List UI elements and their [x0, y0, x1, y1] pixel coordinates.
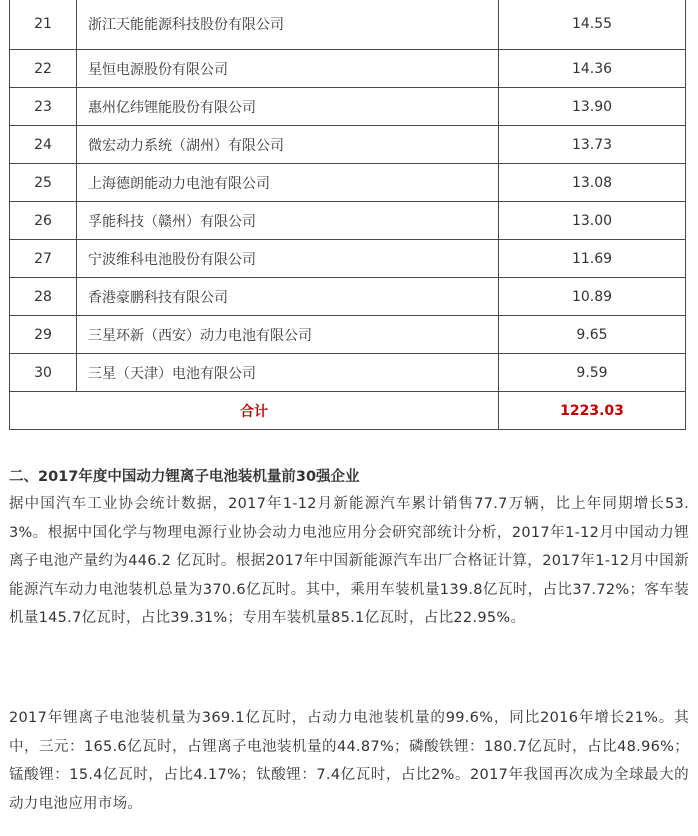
battery-ranking-table: [9, 0, 686, 430]
company-name-cell: 微宏动力系统（湖州）有限公司: [77, 126, 499, 164]
capacity-value-cell: 10.89: [499, 278, 686, 316]
company-name-cell: 浙江天能能源科技股份有限公司: [77, 0, 499, 50]
table-row: [10, 240, 686, 278]
table-row: [10, 164, 686, 202]
rank-cell: 22: [10, 50, 77, 88]
table-body: [10, 0, 686, 430]
rank-cell: 27: [10, 240, 77, 278]
rank-cell: 24: [10, 126, 77, 164]
table-row: [10, 0, 686, 50]
company-name-cell: 上海德朗能动力电池有限公司: [77, 164, 499, 202]
capacity-value-cell: 11.69: [499, 240, 686, 278]
rank-cell: 23: [10, 88, 77, 126]
table-row: [10, 278, 686, 316]
capacity-value-cell: 13.73: [499, 126, 686, 164]
rank-cell: 25: [10, 164, 77, 202]
rank-cell: 26: [10, 202, 77, 240]
rank-cell: 29: [10, 316, 77, 354]
table-row: [10, 202, 686, 240]
paragraph-lithium-installation: 2017年锂离子电池装机量为369.1亿瓦时，占动力电池装机量的99.6%，同比2016年增长21%。其中，三元：165.6亿瓦时，占锂离子电池装机量的44.87%；磷酸铁锂：180.7亿瓦时，占比48.96%；锰酸锂：15.4亿瓦时，占比4.17%；钛酸锂：7.4亿瓦时，占比2%。2017年我国再次成为全球最大的动力电池应用市场。: [9, 710, 689, 812]
rank-cell: 30: [10, 354, 77, 392]
capacity-value-cell: 9.59: [499, 354, 686, 392]
capacity-value-cell: 13.08: [499, 164, 686, 202]
company-name-cell: 香港豪鹏科技有限公司: [77, 278, 499, 316]
capacity-value-cell: 14.36: [499, 50, 686, 88]
company-name-cell: 星恒电源股份有限公司: [77, 50, 499, 88]
company-name-cell: 惠州亿纬锂能股份有限公司: [77, 88, 499, 126]
company-name-cell: 三星环新（西安）动力电池有限公司: [77, 316, 499, 354]
table-row: [10, 126, 686, 164]
company-name-cell: 宁波维科电池股份有限公司: [77, 240, 499, 278]
rank-cell: 21: [10, 0, 77, 50]
capacity-value-cell: 13.00: [499, 202, 686, 240]
total-label: 合计: [10, 392, 499, 430]
paragraph-sales-statistics: 据中国汽车工业协会统计数据，2017年1-12月新能源汽车累计销售77.7万辆，比上年同期增长53.3%。根据中国化学与物理电源行业协会动力电池应用分会研究部统计分析，2017年1-12月中国动力锂离子电池产量约为446.2 亿瓦时。根据2017年中国新能源汽车出厂合格证计算，2017年1-12月中国新能源汽车动力电池装机总量为370.6亿瓦时。其中，乘用车装机量139.8亿瓦时，占比37.72%；客车装机量145.7亿瓦时，占比39.31%；专用车装机量85.1亿瓦时，占比22.95%。: [9, 496, 689, 626]
section-heading: 二、2017年度中国动力锂离子电池装机量前30强企业: [9, 469, 360, 485]
table-row: [10, 50, 686, 88]
table-row: [10, 354, 686, 392]
capacity-value-cell: 13.90: [499, 88, 686, 126]
table-row: [10, 88, 686, 126]
total-value: 1223.03: [499, 392, 686, 430]
table-row: [10, 316, 686, 354]
company-name-cell: 三星（天津）电池有限公司: [77, 354, 499, 392]
rank-cell: 28: [10, 278, 77, 316]
ranking-table-container: [9, 0, 686, 430]
capacity-value-cell: 14.55: [499, 0, 686, 50]
company-name-cell: 孚能科技（赣州）有限公司: [77, 202, 499, 240]
total-row: [10, 392, 686, 430]
capacity-value-cell: 9.65: [499, 316, 686, 354]
